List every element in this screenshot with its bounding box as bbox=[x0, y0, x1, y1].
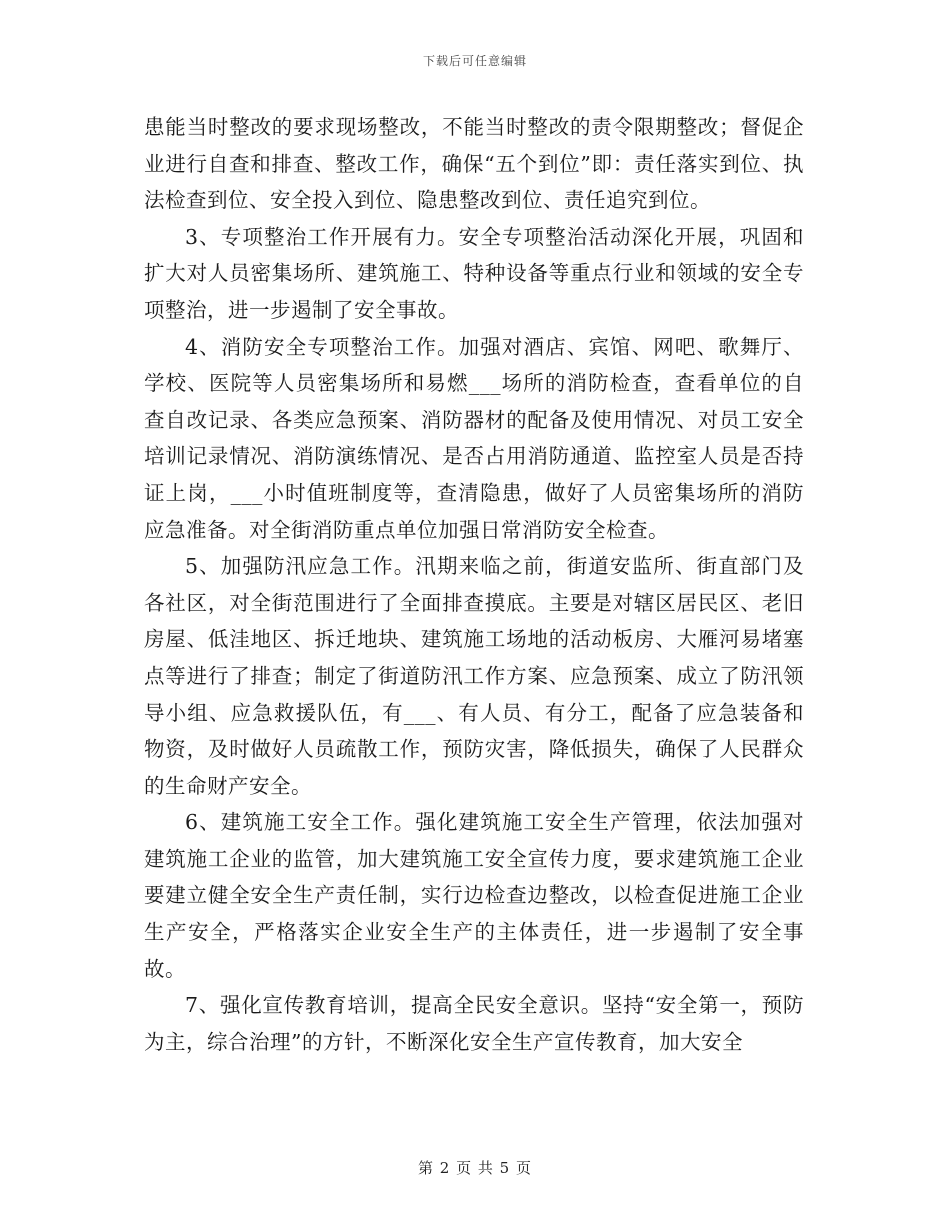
page-number-footer: 第 2 页 共 5 页 bbox=[418, 1159, 532, 1177]
paragraph-continuation: 患能当时整改的要求现场整改，不能当时整改的责令限期整改；督促企业进行自查和排查、整改工作，确保“五个到位”即：责任落实到位、执法检查到位、安全投入到位、隐患整改到位、责任追究到位。 bbox=[144, 115, 804, 213]
header-download-note: 下载后可任意编辑 bbox=[422, 54, 527, 68]
document-body bbox=[144, 109, 804, 1060]
paragraph-item-7: 7、强化宣传教育培训，提高全民安全意识。坚持“安全第一，预防为主，综合治理”的方针，不断深化安全生产宣传教育，加大安全 bbox=[144, 993, 804, 1054]
paragraph-item-6: 6、建筑施工安全工作。强化建筑施工安全生产管理，依法加强对建筑施工企业的监管，加大建筑施工安全宣传力度，要求建筑施工企业要建立健全安全生产责任制，实行边检查边整改，以检查促进施工企业生产安全，严格落实企业安全生产的主体责任，进一步遏制了安全事故。 bbox=[144, 810, 804, 981]
paragraph-item-3: 3、专项整治工作开展有力。安全专项整治活动深化开展，巩固和扩大对人员密集场所、建筑施工、特种设备等重点行业和领域的安全专项整治，进一步遏制了安全事故。 bbox=[144, 224, 804, 322]
paragraph-item-5: 5、加强防汛应急工作。汛期来临之前，街道安监所、街直部门及各社区，对全街范围进行了全面排查摸底。主要是对辖区居民区、老旧房屋、低洼地区、拆迁地块、建筑施工场地的活动板房、大雁河易堵塞点等进行了排查；制定了街道防汛工作方案、应急预案、成立了防汛领导小组、应急救援队伍，有___、有人员、有分工，配备了应急装备和物资，及时做好人员疏散工作，预防灾害，降低损失，确保了人民群众的生命财产安全。 bbox=[144, 554, 804, 798]
paragraph-item-4: 4、消防安全专项整治工作。加强对酒店、宾馆、网吧、歌舞厅、学校、医院等人员密集场所和易燃___场所的消防检查，查看单位的自查自改记录、各类应急预案、消防器材的配备及使用情况、对员工安全培训记录情况、消防演练情况、是否占用消防通道、监控室人员是否持证上岗，___小时值班制度等，查清隐患，做好了人员密集场所的消防应急准备。对全街消防重点单位加强日常消防安全检查。 bbox=[144, 334, 804, 542]
